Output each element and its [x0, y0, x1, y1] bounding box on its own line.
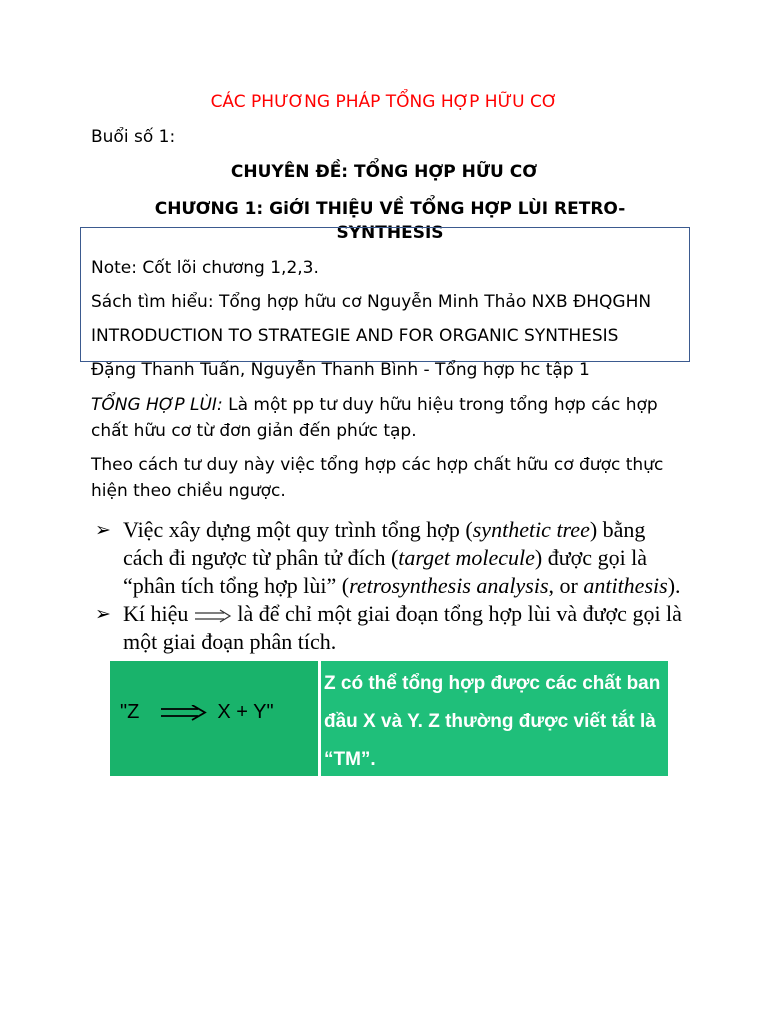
- bullet-list: [95, 516, 685, 656]
- cell-divider: [318, 661, 321, 776]
- retro-arrow-icon: [194, 609, 232, 623]
- bullet-arrow-icon: ➢: [95, 520, 111, 541]
- formula: "Z X + Y": [120, 701, 274, 723]
- book-reference: Sách tìm hiểu: Tổng hợp hữu cơ Nguyễn Minh Thảo NXB ĐHQGHN: [91, 292, 652, 312]
- bullet-arrow-icon: ➢: [95, 604, 111, 625]
- retro-arrow-icon: [161, 705, 207, 721]
- note-line: Note: Cốt lõi chương 1,2,3.: [91, 258, 319, 278]
- definition-term: TỔNG HỢP LÙI:: [91, 395, 223, 415]
- session-label: Buổi số 1:: [91, 127, 176, 147]
- list-item: ➢ Việc xây dựng một quy trình tổng hợp (synthetic tree) bằng cách đi ngược từ phân tử đích (target molecule) được gọi là “phân tích tổng hợp lùi” (retrosynthesis analysis, or antithesis).: [95, 517, 681, 598]
- book-english-title: INTRODUCTION TO STRATEGIE AND FOR ORGANIC SYNTHESIS: [91, 326, 619, 346]
- authors-line: Đặng Thanh Tuấn, Nguyễn Thanh Bình - Tổng hợp hc tập 1: [91, 360, 590, 380]
- definition-paragraph: [91, 392, 691, 444]
- chapter-heading: CHƯƠNG 1: GiỚI THIỆU VỀ TỔNG HỢP LÙI RETRO-SYNTHESIS: [154, 199, 626, 243]
- reverse-paragraph: Theo cách tư duy này việc tổng hợp các hợp chất hữu cơ được thực hiện theo chiều ngược.: [91, 455, 664, 501]
- list-item: ➢ Kí hiệu là để chỉ một giai đoạn tổng hợp lùi và được gọi là một giai đoạn phân tích.: [95, 601, 682, 654]
- formula-explanation: Z có thể tổng hợp được các chất ban đầu X và Y. Z thường được viết tắt là “TM”.: [324, 673, 661, 770]
- document-title: CÁC PHƯƠNG PHÁP TỔNG HỢP HỮU CƠ: [210, 92, 558, 112]
- retrosynthesis-box: [110, 661, 668, 776]
- topic-heading: CHUYÊN ĐỀ: TỔNG HỢP HỮU CƠ: [230, 162, 538, 182]
- definition-text: Là một pp tư duy hữu hiệu trong tổng hợp các hợp chất hữu cơ từ đơn giản đến phức tạp.: [91, 395, 658, 441]
